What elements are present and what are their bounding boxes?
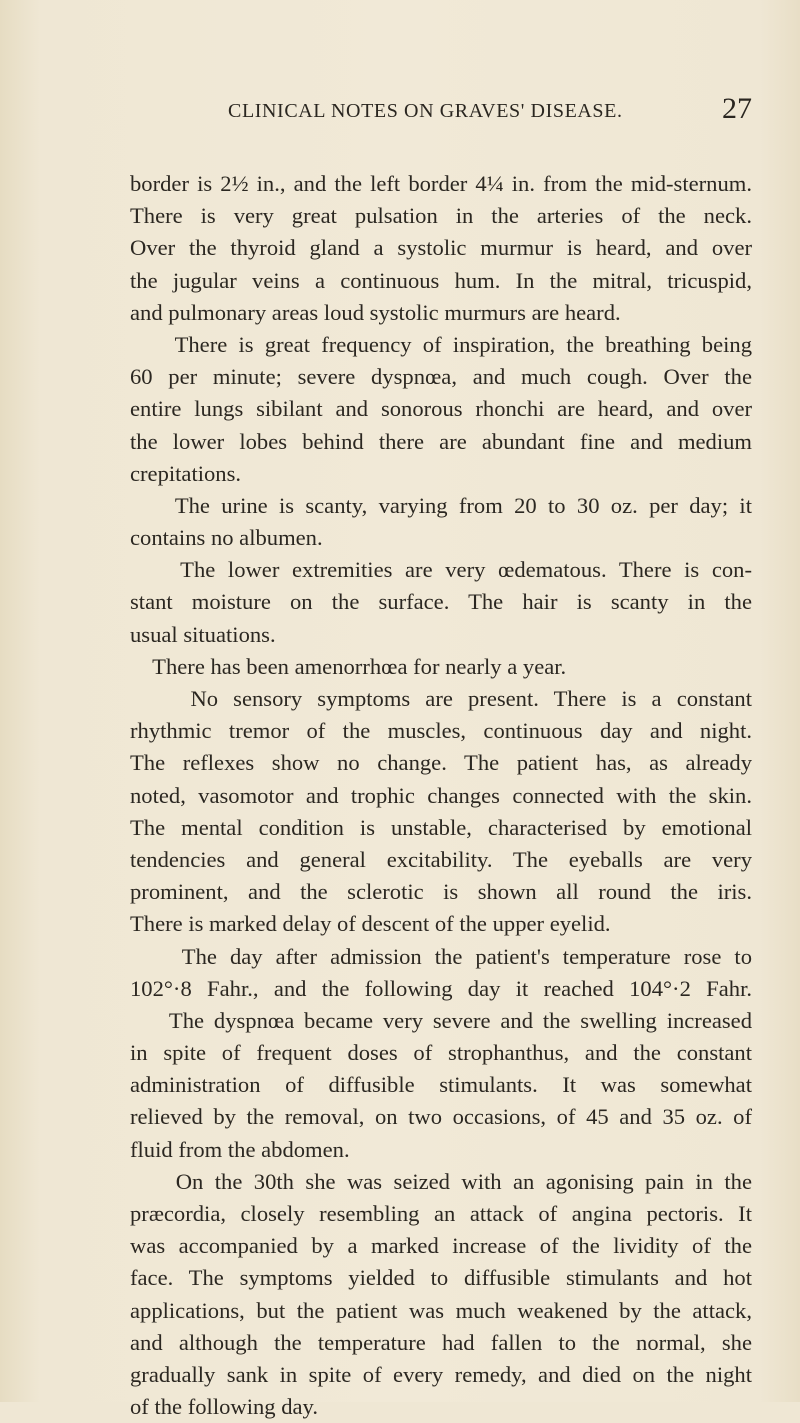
text-line: in spite of frequent doses of strophanthus, and the constant xyxy=(130,1040,752,1066)
text-line: On the 30th she was seized with an agonising pain in the xyxy=(130,1168,752,1194)
text-line: the lower lobes behind there are abundant fine and medium xyxy=(130,428,752,454)
text-line: border is 2½ in., and the left border 4¼ in. from the mid-sternum. xyxy=(130,171,752,196)
text-line: Over the thyroid gland a systolic murmur is heard, and over xyxy=(130,235,752,261)
text-line: The reflexes show no change. The patient has, as already xyxy=(130,750,752,776)
text-line: The mental condition is unstable, characterised by emotional xyxy=(130,814,752,840)
text-line: contains no albumen. xyxy=(130,525,323,551)
text-line: 60 per minute; severe dyspnœa, and much cough. Over the xyxy=(130,364,752,390)
text-line: rhythmic tremor of the muscles, continuous day and night. xyxy=(130,718,752,744)
text-line: The lower extremities are very œdematous. There is con- xyxy=(130,557,752,583)
body-text xyxy=(130,168,752,1423)
text-line: tendencies and general excitability. The eyeballs are very xyxy=(130,846,752,872)
text-line: The urine is scanty, varying from 20 to 30 oz. per day; it xyxy=(130,492,752,518)
text-line: administration of diffusible stimulants. It was somewhat xyxy=(130,1072,752,1098)
text-line: The dyspnœa became very severe and the swelling increased xyxy=(130,1007,752,1033)
text-line: prominent, and the sclerotic is shown all round the iris. xyxy=(130,879,752,905)
text-line: face. The symptoms yielded to diffusible stimulants and hot xyxy=(130,1265,752,1291)
text-line: No sensory symptoms are present. There is a constant xyxy=(130,686,752,711)
page-number: 27 xyxy=(722,92,752,125)
running-head xyxy=(0,92,800,132)
text-line: applications, but the patient was much weakened by the attack, xyxy=(130,1297,752,1323)
text-line: and although the temperature had fallen to the normal, she xyxy=(130,1329,752,1355)
text-line: There is very great pulsation in the arteries of the neck. xyxy=(130,203,752,229)
text-line: and pulmonary areas loud systolic murmurs are heard. xyxy=(130,299,621,325)
text-line: crepitations. xyxy=(130,460,242,486)
text-line: fluid from the abdomen. xyxy=(130,1136,350,1162)
text-line: The day after admission the patient's temperature rose to xyxy=(130,943,752,969)
text-line: gradually sank in spite of every remedy, and died on the night xyxy=(130,1361,752,1387)
text-line: 102°·8 Fahr., and the following day it reached 104°·2 Fahr. xyxy=(130,975,752,1001)
text-line: stant moisture on the surface. The hair is scanty in the xyxy=(130,589,752,615)
text-line: entire lungs sibilant and sonorous rhonchi are heard, and over xyxy=(130,396,752,422)
text-line: relieved by the removal, on two occasions, of 45 and 35 oz. of xyxy=(130,1104,752,1130)
text-line: usual situations. xyxy=(130,621,276,647)
running-head-title: CLINICAL NOTES ON GRAVES' DISEASE. xyxy=(228,100,623,122)
text-line: præcordia, closely resembling an attack of angina pectoris. It xyxy=(130,1201,752,1226)
text-line: noted, vasomotor and trophic changes connected with the skin. xyxy=(130,782,752,808)
text-line: There has been amenorrhœa for nearly a year. xyxy=(130,653,567,679)
text-line: There is great frequency of inspiration, the breathing being xyxy=(130,331,752,357)
text-line: was accompanied by a marked increase of the lividity of the xyxy=(130,1233,752,1259)
text-line: There is marked delay of descent of the upper eyelid. xyxy=(130,911,611,937)
text-line: the jugular veins a continuous hum. In the mitral, tricuspid, xyxy=(130,267,752,293)
text-line: of the following day. xyxy=(130,1394,319,1420)
